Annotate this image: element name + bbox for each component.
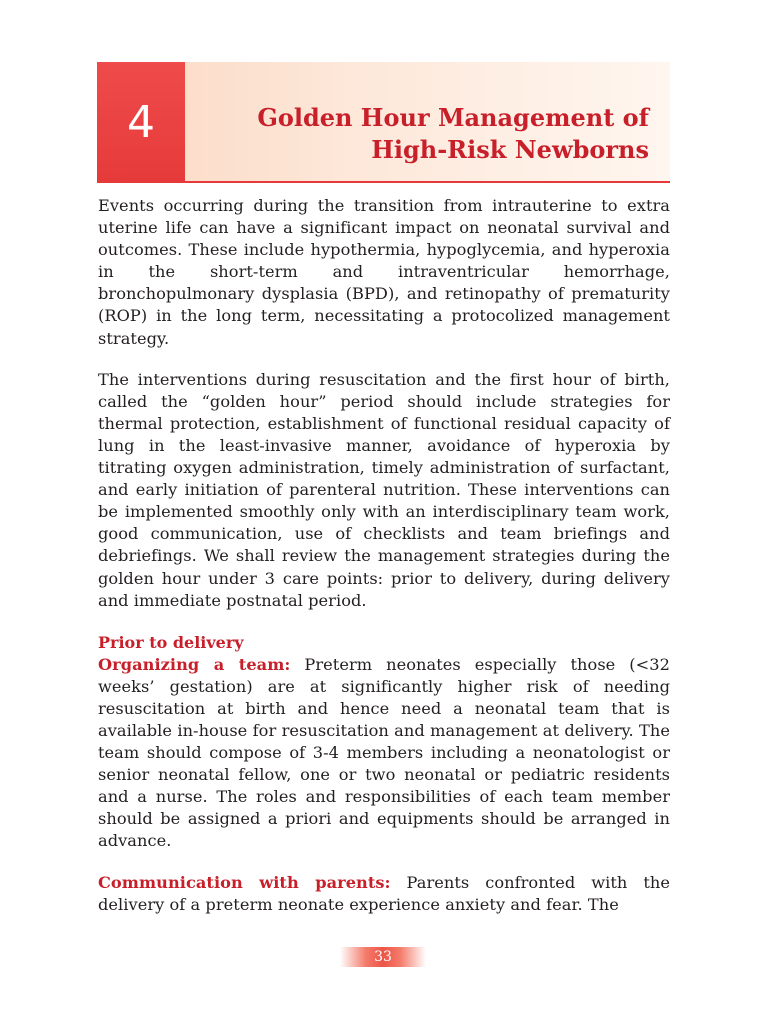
chapter-number-box xyxy=(97,62,185,183)
chapter-header-rule xyxy=(185,181,670,183)
chapter-number: 4 xyxy=(127,97,155,148)
communication-label: Communication with parents: xyxy=(98,872,391,892)
section-heading: Prior to delivery xyxy=(98,632,244,652)
organizing-team-text: Preterm neonates especially those (<32 weeks’ gestation) are at significantly higher risk of needing resuscitation at birth and hence need a neonatal team that is available in-house for resuscitation and management at delivery. The team should compose of 3-4 members including a neonatologist or senior neonatal fellow, one or two neonatal or pediatric residents and a nurse. The roles and responsibilities of each team member should be assigned a priori and equipments should be arranged in advance. xyxy=(98,654,670,851)
chapter-title-line-1: Golden Hour Management of xyxy=(257,103,649,132)
organizing-team-paragraph xyxy=(98,654,670,853)
interventions-paragraph: The interventions during resuscitation and the first hour of birth, called the “golden hour” period should include strategies for thermal protection, establishment of functional residual capacity of lung in the least-invasive manner, avoidance of hyperoxia by titrating oxygen administration, timely administration of surfactant, and early initiation of parenteral nutrition. These interventions can be implemented smoothly only with an interdisciplinary team work, good communication, use of checklists and team briefings and debriefings. We shall review the management strategies during the golden hour under 3 care points: prior to delivery, during delivery and immediate postnatal period. xyxy=(98,369,670,610)
communication-paragraph xyxy=(98,872,670,916)
chapter-title xyxy=(209,102,649,166)
chapter-title-line-2: High-Risk Newborns xyxy=(371,135,649,164)
page-body xyxy=(98,195,670,916)
organizing-team-label: Organizing a team: xyxy=(98,654,291,674)
communication-text: Parents confronted with the delivery of a preterm neonate experience anxiety and fear. The xyxy=(98,872,670,914)
page-number-badge xyxy=(340,947,426,967)
page-number: 33 xyxy=(374,949,392,965)
chapter-header xyxy=(97,62,670,183)
intro-paragraph: Events occurring during the transition from intrauterine to extra uterine life can have a significant impact on neonatal survival and outcomes. These include hypothermia, hypoglycemia, and hyperoxia in the short-term and intraventricular hemorrhage, bronchopulmonary dysplasia (BPD), and retinopathy of prematurity (ROP) in the long term, necessitating a protocolized management strategy. xyxy=(98,196,670,348)
